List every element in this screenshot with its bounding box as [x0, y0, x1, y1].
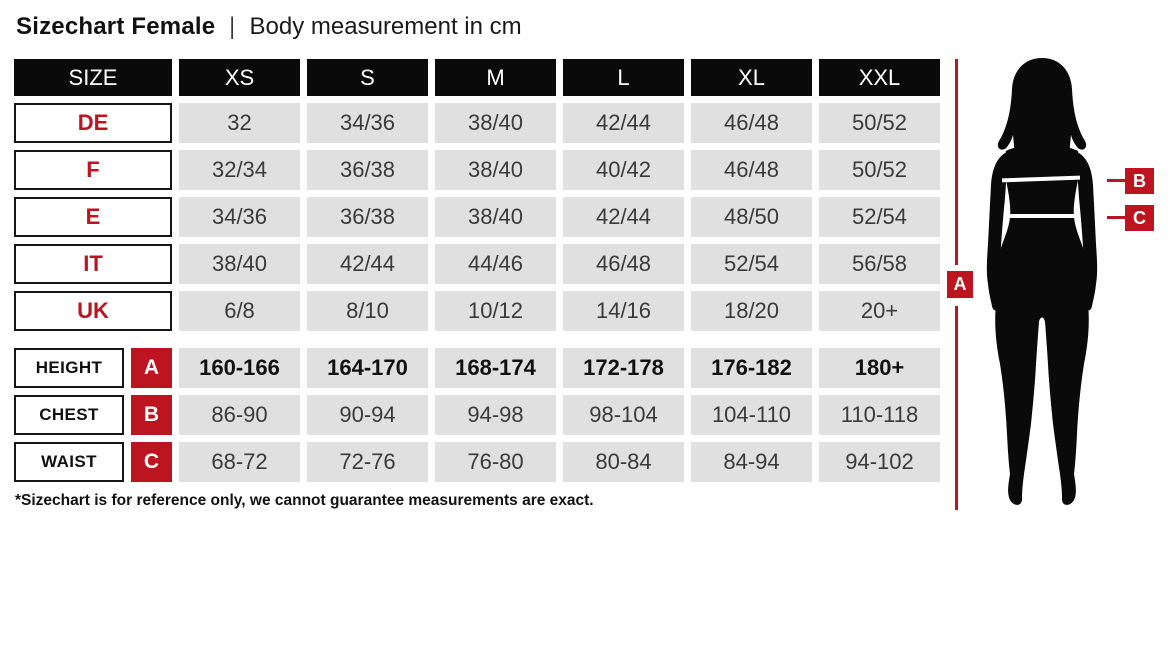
size-cell: 42/44 — [563, 197, 684, 237]
size-cell: 34/36 — [307, 103, 428, 143]
title-subtitle: Body measurement in cm — [249, 13, 522, 40]
size-cell: 34/36 — [179, 197, 300, 237]
row-label-de: DE — [14, 103, 172, 143]
size-cell: 46/48 — [691, 103, 812, 143]
female-body-silhouette-icon — [982, 56, 1108, 511]
size-cell: 38/40 — [435, 103, 556, 143]
size-cell: 40/42 — [563, 150, 684, 190]
measurement-cell: 94-98 — [435, 395, 556, 435]
measurement-cell: 68-72 — [179, 442, 300, 482]
measurement-cell: 90-94 — [307, 395, 428, 435]
footnote-text: *Sizechart is for reference only, we cannot guarantee measurements are exact. — [15, 492, 594, 509]
measurement-cell: 160-166 — [179, 348, 300, 388]
size-cell: 52/54 — [819, 197, 940, 237]
waist-line — [1008, 214, 1074, 218]
size-cell: 46/48 — [563, 244, 684, 284]
col-header-xl: XL — [691, 59, 812, 96]
size-cell: 52/54 — [691, 244, 812, 284]
measurement-cell: 80-84 — [563, 442, 684, 482]
size-cell: 50/52 — [819, 150, 940, 190]
measurement-cell: 180+ — [819, 348, 940, 388]
row-label-waist: WAIST — [14, 442, 124, 482]
title-main: Sizechart Female — [16, 13, 216, 40]
size-cell: 44/46 — [435, 244, 556, 284]
measurement-cell: 76-80 — [435, 442, 556, 482]
marker-b-cell: B — [131, 395, 172, 435]
size-conversion-table — [14, 59, 940, 331]
size-cell: 8/10 — [307, 291, 428, 331]
measurement-cell: 94-102 — [819, 442, 940, 482]
figure-marker-b-badge: B — [1125, 168, 1154, 194]
measurement-cell: 168-174 — [435, 348, 556, 388]
measurement-cell: 104-110 — [691, 395, 812, 435]
measurement-cell: 176-182 — [691, 348, 812, 388]
row-label-chest: CHEST — [14, 395, 124, 435]
figure-marker-a-badge: A — [947, 271, 973, 298]
marker-c-cell: C — [131, 442, 172, 482]
col-header-xs: XS — [179, 59, 300, 96]
height-measure-line-lower — [955, 306, 958, 510]
size-cell: 38/40 — [179, 244, 300, 284]
size-cell: 42/44 — [563, 103, 684, 143]
col-header-xxl: XXL — [819, 59, 940, 96]
page-title — [16, 13, 522, 41]
size-cell: 42/44 — [307, 244, 428, 284]
measurement-cell: 86-90 — [179, 395, 300, 435]
size-cell: 36/38 — [307, 197, 428, 237]
col-header-l: L — [563, 59, 684, 96]
size-cell: 14/16 — [563, 291, 684, 331]
size-cell: 46/48 — [691, 150, 812, 190]
size-cell: 48/50 — [691, 197, 812, 237]
body-measurement-table — [14, 348, 940, 482]
height-measure-line-upper — [955, 59, 958, 265]
measurement-cell: 164-170 — [307, 348, 428, 388]
measurement-cell: 84-94 — [691, 442, 812, 482]
size-cell: 50/52 — [819, 103, 940, 143]
size-cell: 38/40 — [435, 150, 556, 190]
size-cell: 36/38 — [307, 150, 428, 190]
size-cell: 6/8 — [179, 291, 300, 331]
row-label-e: E — [14, 197, 172, 237]
size-cell: 32/34 — [179, 150, 300, 190]
row-label-it: IT — [14, 244, 172, 284]
size-cell: 20+ — [819, 291, 940, 331]
size-cell: 38/40 — [435, 197, 556, 237]
figure-marker-c-badge: C — [1125, 205, 1154, 231]
col-header-m: M — [435, 59, 556, 96]
waist-measure-tick — [1107, 216, 1125, 219]
size-cell: 32 — [179, 103, 300, 143]
size-cell: 10/12 — [435, 291, 556, 331]
measurement-cell: 98-104 — [563, 395, 684, 435]
title-separator: | — [229, 13, 235, 40]
measurement-cell: 110-118 — [819, 395, 940, 435]
size-cell: 18/20 — [691, 291, 812, 331]
col-header-s: S — [307, 59, 428, 96]
measurement-cell: 72-76 — [307, 442, 428, 482]
row-label-height: HEIGHT — [14, 348, 124, 388]
marker-a-cell: A — [131, 348, 172, 388]
row-label-uk: UK — [14, 291, 172, 331]
row-label-f: F — [14, 150, 172, 190]
chest-measure-tick — [1107, 179, 1125, 182]
measurement-cell: 172-178 — [563, 348, 684, 388]
size-cell: 56/58 — [819, 244, 940, 284]
col-header-size: SIZE — [14, 59, 172, 96]
